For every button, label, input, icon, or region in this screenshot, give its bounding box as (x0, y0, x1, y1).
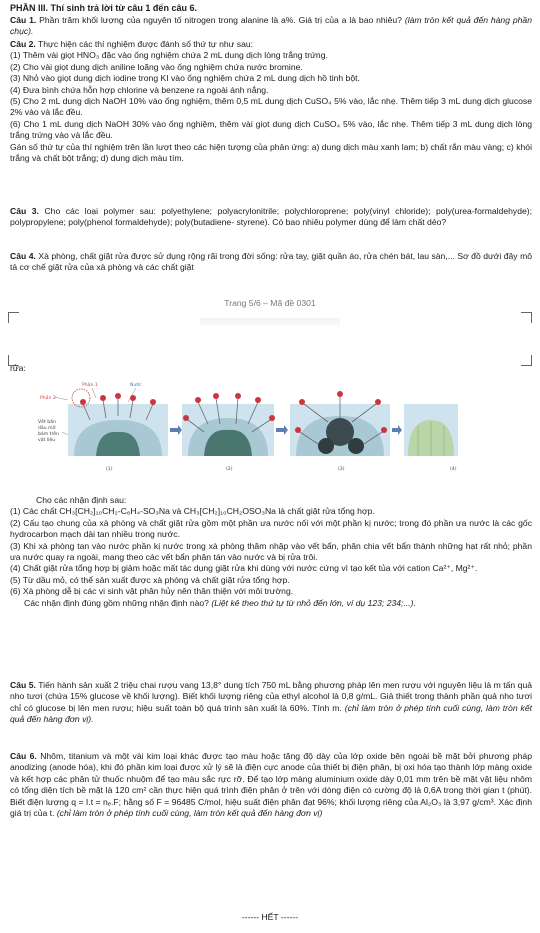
question-3 (10, 206, 532, 229)
claims-section (10, 495, 532, 609)
q2-item: (4) Đưa bình chứa hỗn hợp chlorine và benzene ra ngoài ánh nắng. (10, 84, 269, 95)
q1-label: Câu 1. (10, 15, 37, 25)
stain-label-line: Vết bẩn (38, 420, 56, 425)
panel-1 (68, 389, 168, 456)
claim-item: (1) Các chất CH₃[CH₂]₁₀CH₂-C₆H₄-SO₃Na và CH₃[CH₂]₁₀CH₂OSO₃Na là chất giặt rửa tổng hợp. (10, 506, 375, 517)
step-label: (1) (106, 467, 113, 472)
q1-note: (làm tròn kết quả đến hàng phần chục). (10, 15, 532, 37)
claims-note: (Liệt kê theo thứ tự từ nhỏ đến lớn, ví dụ 123; 234;...). (211, 597, 416, 608)
claims-question: Các nhận định đúng gồm những nhận định nào? (24, 597, 209, 608)
q3-label: Câu 3. (10, 206, 39, 216)
q4-continued-text: rửa: (10, 363, 26, 373)
question-2 (10, 39, 532, 164)
q4-text: Xà phòng, chất giặt rửa được sử dụng rộng rãi trong đời sống: rửa tay, giặt quần áo, rửa chén bát, lau sàn,... Sơ đồ dưới đây mô tả cơ chế giặt rửa của xà phòng và các chất giặt (10, 251, 533, 273)
stain-label-line: vật liệu (38, 438, 56, 443)
part2-label: Phần 2 (40, 396, 56, 401)
claim-item: (3) Khi xà phòng tan vào nước phần kị nước trong xà phòng thâm nhập vào vết bẩn, phân chia vết bẩn thành những hạt rất nhỏ; phần ưa nước quay ra ngoài, mang theo các vết bẩn phân tán vào nước và bị rửa trôi. (10, 540, 532, 563)
q3-text: Cho các loại polymer sau: polyethylene; polyacrylonitrile; polychloroprene; poly(vinyl chloride); poly(urea-formaldehyde); polypropylene; poly(phenol formaldehyde); poly(butadiene- styrene). Có bao nhiêu polymer dùng để làm chất dẻo? (10, 206, 533, 228)
crop-mark (8, 312, 19, 323)
section-title: PHẦN III. Thí sinh trả lời từ câu 1 đến câu 6. (10, 3, 197, 13)
water-label: Nước (130, 383, 142, 388)
q6-note: (chỉ làm tròn ở phép tính cuối cùng, làm tròn kết quả đến hàng đơn vị) (56, 808, 323, 819)
section-header (10, 3, 532, 14)
q6-label: Câu 6. (10, 751, 37, 761)
claim-item: (6) Xà phòng dễ bị các vi sinh vật phân hủy nên thân thiện với môi trường. (10, 586, 294, 597)
panel-4 (404, 404, 458, 456)
panel-2 (182, 393, 275, 456)
step-label: (2) (226, 467, 233, 472)
question-4 (10, 251, 532, 274)
question-4-continued (10, 363, 532, 374)
q2-intro: Thực hiện các thí nghiệm được đánh số thứ tự như sau: (38, 39, 254, 49)
q5-text: Tiến hành sản xuất 2 triệu chai rượu vang 13,8° dung tích 750 mL bằng phương pháp lên men rượu với nguyên liệu là m tấn quả nho tươi (chứa 15% glucose về khối lượng). Biết khối lượng riêng của ethyl alcohol là 0,8 g/mL. Giả thiết trong thành phần quả nho tươi chỉ có glucose bị lên men rượu; hiệu suất toàn bộ quá trình sản xuất là 60%. Tính m. (10, 680, 532, 713)
claim-item: (2) Cấu tạo chung của xà phòng và chất giặt rửa gồm một phần ưa nước nối với một phần kị nước; trong đó phần ưa nước là các gốc hydrocarbon mạch dài tan nhiều trong nước. (10, 517, 532, 540)
claim-item: (5) Từ dầu mỏ, có thể sản xuất được xà phòng và chất giặt rửa tổng hợp. (10, 574, 290, 585)
q6-text: Nhôm, titanium và một vài kim loại khác được tạo màu hoặc tăng độ dày của lớp oxide bên ngoài bề mặt bởi phương pháp anodizing (anode hóa), khi đó phần kim loại được xử lý sẽ là điện cực anode của thiết bị điện phân, bị oxi hóa tạo thành lớp màng oxide và kết hợp các phân tử thuốc nhuộm để tạo màu sắc rực rỡ. Để tạo lớp màng aluminium oxide dày 0,01 mm trên bề mặt vật liệu nhôm có tổng diện tích bề mặt là 120 cm² cần thực hiện quá trình điện phân ở trên với dòng điện có cường độ là 0,6A trong thời gian t (phút). Biết điện lượng q = I.t = nₑ.F; hằng số F = 96485 C/mol, hiệu suất điện phân đạt 96%; khối lượng riêng của Al₂O₃ là 3,97 g/cm³. Xác định giá trị của t. (10, 751, 532, 819)
q2-item: (1) Thêm vài giọt HNO₃ đặc vào ống nghiệm chứa 2 mL dung dịch lòng trắng trứng. (10, 50, 328, 61)
q2-item: (2) Cho vài giọt dung dịch aniline loãng vào ống nghiệm chứa nước bromine. (10, 61, 303, 72)
q2-item: (5) Cho 2 mL dung dịch NaOH 10% vào ống nghiệm, thêm 0,5 mL dung dịch CuSO₄ 5% vào, lắc nhẹ. Thêm tiếp 3 mL dung dịch glucose 2% vào và lắc đều. (10, 96, 532, 118)
question-1 (10, 15, 532, 38)
question-6 (10, 751, 532, 819)
claim-item: (4) Chất giặt rửa tổng hợp bị giảm hoặc mất tác dụng giặt rửa khi dùng với nước cứng vì tạo kết tủa với cation Ca²⁺, Mg²⁺. (10, 563, 478, 574)
bleed-through (200, 318, 340, 326)
step-label: (3) (338, 467, 345, 472)
soap-mechanism-diagram (38, 380, 458, 472)
q1-text: Phần trăm khối lượng của nguyên tố nitrogen trong alanine là a%. Giá trị của a là bao nhiêu? (39, 15, 402, 25)
q4-label: Câu 4. (10, 251, 36, 261)
q2-label: Câu 2. (10, 39, 36, 49)
page-footer: Trang 5/6 – Mã đề 0301 (224, 298, 316, 308)
q2-item: (6) Cho 1 mL dung dịch NaOH 30% vào ống nghiệm, thêm vài giọt dung dịch CuSO₄ 5% vào, lắc nhẹ. Thêm tiếp 3 mL dung dịch lòng trắng trứng vào và lắc đều. (10, 118, 532, 141)
question-5 (10, 680, 532, 726)
q2-outro: Gán số thứ tự của thí nghiệm trên lần lượt theo các hiện tượng của phản ứng: a) dung dịch màu xanh lam; b) chất rắn màu vàng; c) khói trắng và chất bột trắng; d) dung dịch màu tím. (10, 141, 532, 164)
end-marker: ------ HẾT ------ (241, 912, 299, 922)
claims-intro: Cho các nhận định sau: (36, 495, 127, 505)
q2-item: (3) Nhỏ vào giọt dung dịch iodine trong KI vào ống nghiệm chứa 2 mL dung dịch hồ tinh bột. (10, 73, 360, 84)
panel-3 (290, 391, 390, 456)
crop-mark (521, 312, 532, 323)
q5-note: (chỉ làm tròn ở phép tính cuối cùng, làm tròn kết quả đến hàng đơn vị). (10, 702, 532, 725)
q5-label: Câu 5. (10, 680, 36, 690)
step-label: (4) (450, 467, 457, 472)
part1-label: Phần 1 (82, 383, 98, 388)
stain-label-line: bám trên (38, 432, 59, 437)
stain-label-line: dầu mỡ (38, 426, 56, 431)
